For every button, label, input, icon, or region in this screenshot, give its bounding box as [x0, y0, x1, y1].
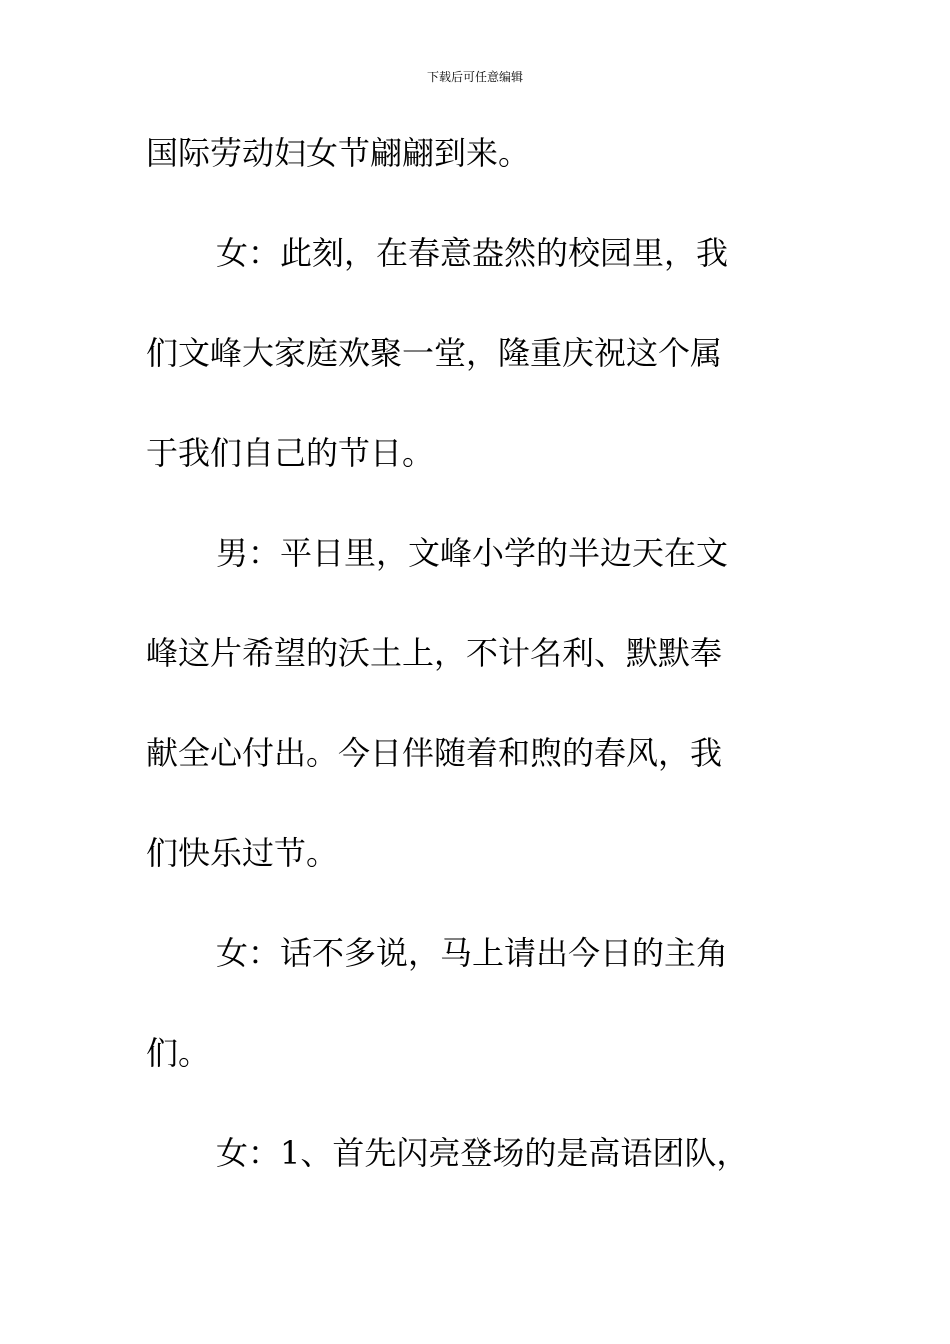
text-line: 献全心付出。今日伴随着和煦的春风，我: [146, 734, 723, 772]
text-line: 峰这片希望的沃土上，不计名利、默默奉: [146, 634, 723, 672]
text-line: 女：1、首先闪亮登场的是高语团队，: [216, 1134, 749, 1172]
text-line: 国际劳动妇女节翩翩到来。: [146, 134, 531, 172]
page-header: 下载后可任意编辑: [426, 70, 523, 84]
document-body: [146, 128, 786, 1228]
text-line: 于我们自己的节日。: [146, 434, 435, 472]
text-line: 女：话不多说，马上请出今日的主角: [216, 934, 729, 972]
text-line: 们快乐过节。: [146, 834, 339, 872]
text-line: 们。: [146, 1034, 211, 1072]
text-line: 们文峰大家庭欢聚一堂，隆重庆祝这个属: [146, 334, 723, 372]
text-line: 男：平日里，文峰小学的半边天在文: [216, 534, 729, 572]
text-line: 女：此刻，在春意盎然的校园里，我: [216, 234, 729, 272]
